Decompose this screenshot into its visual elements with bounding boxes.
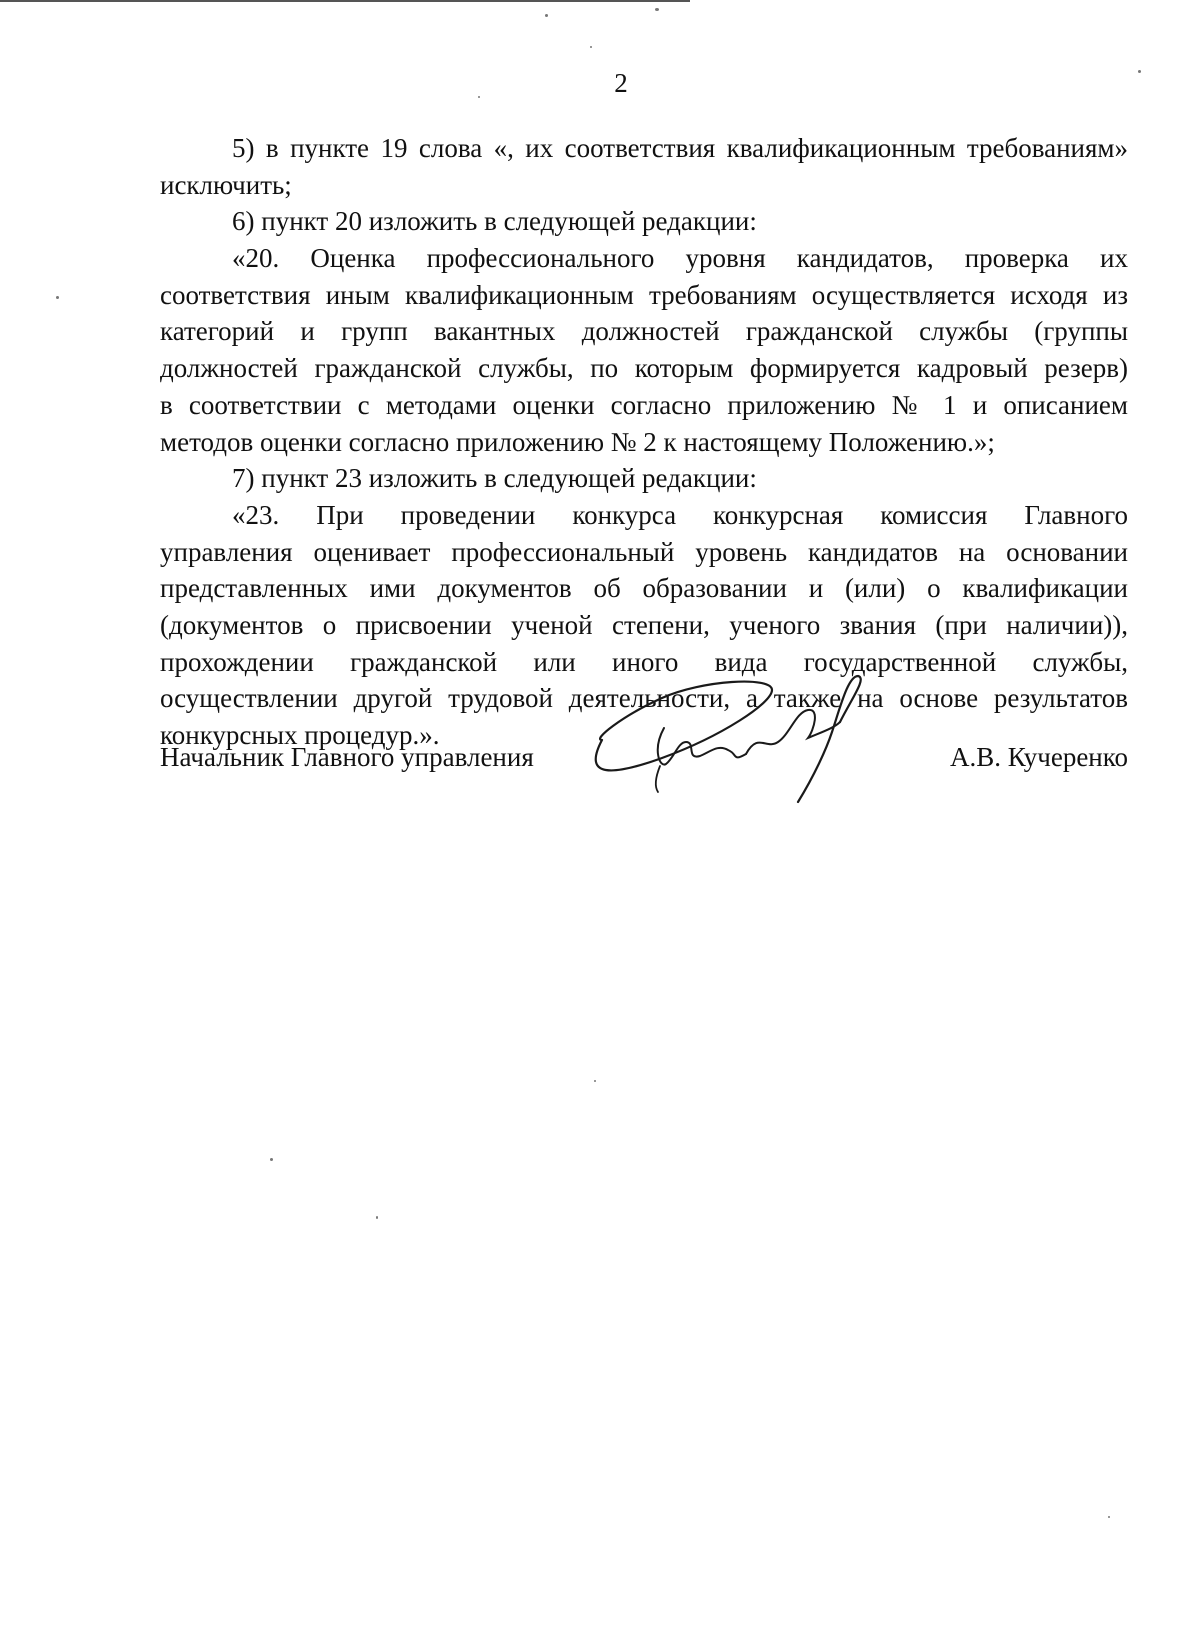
scan-speck [56, 296, 59, 299]
text-line: 7) пункт 23 изложить в следующей редакции: [232, 463, 757, 494]
scan-speck [376, 1216, 378, 1219]
text-line: исключить; [160, 169, 292, 200]
scan-speck [594, 1080, 596, 1082]
text-line: «23. При проведении конкурса конкурсная комиссия Главного [232, 499, 1128, 530]
text-line: конкурсных процедур.». [160, 720, 440, 750]
text-line: осуществлении другой трудовой деятельности, а также на основе результатов [160, 683, 1128, 714]
document-body [160, 130, 1128, 754]
text-line: категорий и групп вакантных должностей гражданской службы (группы [160, 316, 1128, 347]
signature-block [160, 730, 1128, 790]
page-number: 2 [614, 68, 628, 98]
scan-speck [545, 14, 548, 17]
text-line: «20. Оценка профессионального уровня кандидатов, проверка их [232, 243, 1128, 274]
scan-speck [590, 46, 592, 48]
text-line: соответствия иным квалификационным требованиям осуществляется исходя из [160, 279, 1128, 310]
text-line: должностей гражданской службы, по которым формируется кадровый резерв) [160, 353, 1128, 384]
scan-speck [1108, 1516, 1110, 1518]
text-line: представленных ими документов об образовании и (или) о квалификации [160, 573, 1128, 604]
scan-speck [655, 8, 659, 11]
text-line: 5) в пункте 19 слова «, их соответствия квалификационным требованиям» [232, 133, 1128, 163]
scan-speck [270, 1158, 273, 1161]
text-line: прохождении гражданской или иного вида государственной службы, [160, 646, 1128, 677]
text-line: в соответствии с методами оценки согласно приложению № 1 и описанием [160, 389, 1128, 420]
text-line: методов оценки согласно приложению № 2 к настоящему Положению.»; [160, 426, 995, 457]
scan-top-edge [0, 0, 690, 2]
signatory-position: Начальник Главного управления [160, 742, 534, 772]
signatory-name: А.В. Кучеренко [950, 742, 1128, 772]
text-line: 6) пункт 20 изложить в следующей редакции: [232, 206, 757, 237]
text-line: (документов о присвоении ученой степени, ученого звания (при наличии)), [160, 609, 1128, 640]
text-line: управления оценивает профессиональный уровень кандидатов на основании [160, 536, 1128, 567]
